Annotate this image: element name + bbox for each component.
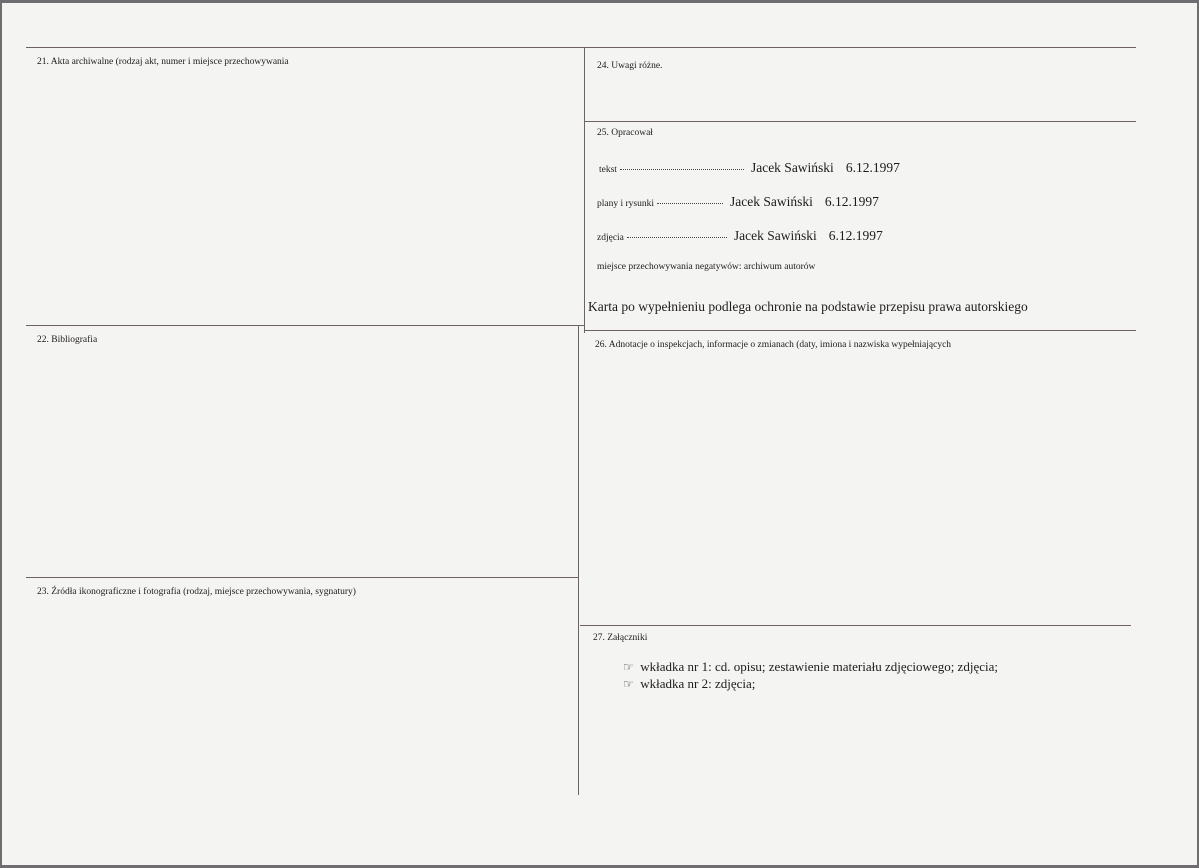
center-divider-upper <box>584 47 585 333</box>
attachment-text: wkładka nr 2: zdjęcia; <box>640 676 756 691</box>
row-label: zdjęcia <box>597 233 624 243</box>
rule-25-26 <box>584 330 1136 331</box>
rule-22-23 <box>26 577 579 578</box>
field-22-label: 22. Bibliografia <box>37 335 98 345</box>
opracowal-row-photos <box>597 227 883 245</box>
opracowal-row-text <box>599 159 900 177</box>
rule-21-22 <box>26 325 584 326</box>
date-value: 6.12.1997 <box>845 160 900 175</box>
opracowal-row-plans <box>597 193 879 211</box>
attachment-item <box>623 676 755 692</box>
author-name: Jacek Sawiński <box>750 160 834 175</box>
date-value: 6.12.1997 <box>824 194 879 209</box>
field-26-label: 26. Adnotacje o inspekcjach, informacje o zmianach (daty, imiona i nazwiska wypełniających <box>595 340 952 350</box>
field-27-label: 27. Załączniki <box>593 633 648 643</box>
field-21-label: 21. Akta archiwalne (rodzaj akt, numer i miejsce przechowywania <box>37 57 289 67</box>
rule-26-27 <box>580 625 1131 626</box>
top-rule <box>26 47 1136 48</box>
author-name: Jacek Sawiński <box>733 228 817 243</box>
author-name: Jacek Sawiński <box>730 194 813 209</box>
center-divider-lower <box>578 325 579 795</box>
field-24-label: 24. Uwagi różne. <box>597 61 663 71</box>
date-value: 6.12.1997 <box>828 228 883 243</box>
row-label: plany i rysunki <box>597 199 654 209</box>
copyright-notice: Karta po wypełnieniu podlega ochronie na podstawie przepisu prawa autorskiego <box>588 299 1028 314</box>
hand-pointer-icon: ☞ <box>623 660 634 674</box>
attachment-item <box>623 659 998 675</box>
row-label: tekst <box>599 165 617 175</box>
form-card <box>2 3 1197 865</box>
field-25-label: 25. Opracował <box>597 128 653 138</box>
field-23-label: 23. Źródła ikonograficzne i fotografia (rodzaj, miejsce przechowywania, sygnatury) <box>37 587 356 597</box>
hand-pointer-icon: ☞ <box>623 677 634 691</box>
negatives-location: miejsce przechowywania negatywów: archiwum autorów <box>597 262 816 272</box>
rule-24-25 <box>584 121 1136 122</box>
attachment-text: wkładka nr 1: cd. opisu; zestawienie materiału zdjęciowego; zdjęcia; <box>640 659 998 674</box>
